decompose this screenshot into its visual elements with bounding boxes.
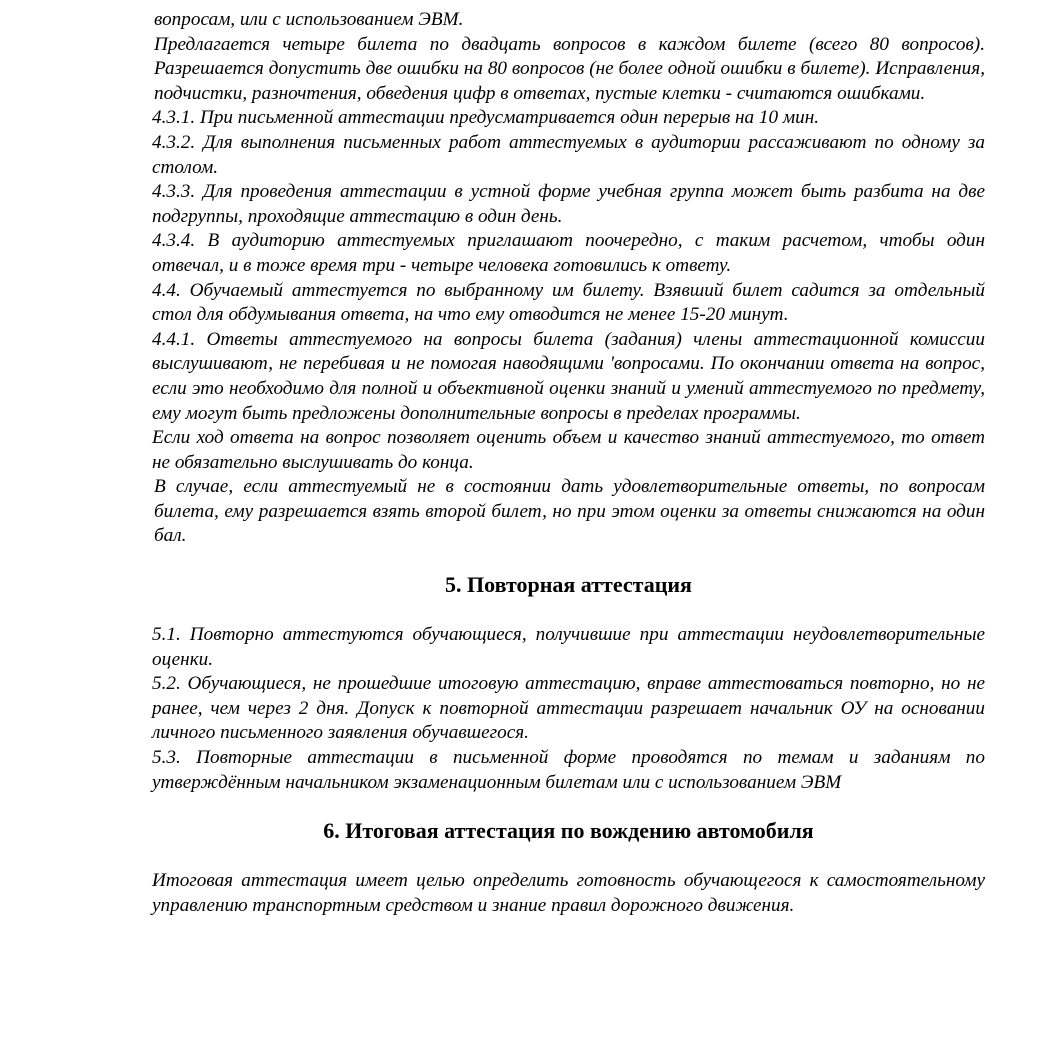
section-heading-6: 6. Итоговая аттестация по вождению автомобиля [323, 818, 814, 844]
paragraph-6-intro: Итоговая аттестация имеет целью определить готовность обучающегося к самостоятельному управлению транспортным средством и знание правил дорожного движения. [152, 870, 985, 916]
paragraph-5-1: 5.1. Повторно аттестуются обучающиеся, получившие при аттестации неудовлетворительные оценки. [152, 624, 985, 670]
paragraph-intro-tail: вопросам, или с использованием ЭВМ. [154, 9, 464, 30]
paragraph-5-2: 5.2. Обучающиеся, не прошедшие итоговую аттестацию, вправе аттестоваться повторно, но не ранее, чем через 2 дня. Допуск к повторной аттестации разрешает начальник ОУ на основании личного письменного заявления обучавшегося. [152, 673, 985, 744]
paragraph-second-ticket: В случае, если аттестуемый не в состоянии дать удовлетворительные ответы, по вопросам билета, ему разрешается взять второй билет, но при этом оценки за ответы снижаются на один бал. [154, 476, 985, 547]
section-heading-5: 5. Повторная аттестация [445, 572, 692, 598]
document-page [152, 8, 985, 918]
paragraph-tickets: Предлагается четыре билета по двадцать вопросов в каждом билете (всего 80 вопросов). Разрешается допустить две ошибки на 80 вопросов (не более одной ошибки в билете). Исправления, подчистки, разночтения, обведения цифр в ответах, пустые клетки - считаются ошибками. [154, 33, 985, 104]
paragraph-4-3-4: 4.3.4. В аудиторию аттестуемых приглашают поочередно, с таким расчетом, чтобы один отвечал, и в тоже время три - четыре человека готовились к ответу. [152, 230, 985, 276]
paragraph-4-4-1: 4.4.1. Ответы аттестуемого на вопросы билета (задания) члены аттестационной комиссии выслушивают, не перебивая и не помогая наводящими 'вопросами. По окончании ответа на вопрос, если это необходимо для полной и объективной оценки знаний и умений аттестуемого по предмету, ему могут быть предложены дополнительные вопросы в пределах программы. [152, 328, 985, 424]
paragraph-4-4: 4.4. Обучаемый аттестуется по выбранному им билету. Взявший билет садится за отдельный стол для обдумывания ответа, на что ему отводится не менее 15-20 минут. [152, 279, 985, 326]
paragraph-answer-course: Если ход ответа на вопрос позволяет оценить объем и качество знаний аттестуемого, то ответ не обязательно выслушивать до конца. [152, 427, 985, 473]
paragraph-5-3: 5.3. Повторные аттестации в письменной форме проводятся по темам и заданиям по утверждённым начальником экзаменационным билетам или с использованием ЭВМ [152, 747, 985, 793]
paragraph-4-3-2: 4.3.2. Для выполнения письменных работ аттестуемых в аудитории рассаживают по одному за столом. [152, 131, 985, 178]
paragraph-4-3-1: 4.3.1. При письменной аттестации предусматривается один перерыв на 10 мин. [152, 107, 820, 129]
paragraph-4-3-3: 4.3.3. Для проведения аттестации в устной форме учебная группа может быть разбита на две подгруппы, проходящие аттестацию в один день. [152, 181, 985, 227]
